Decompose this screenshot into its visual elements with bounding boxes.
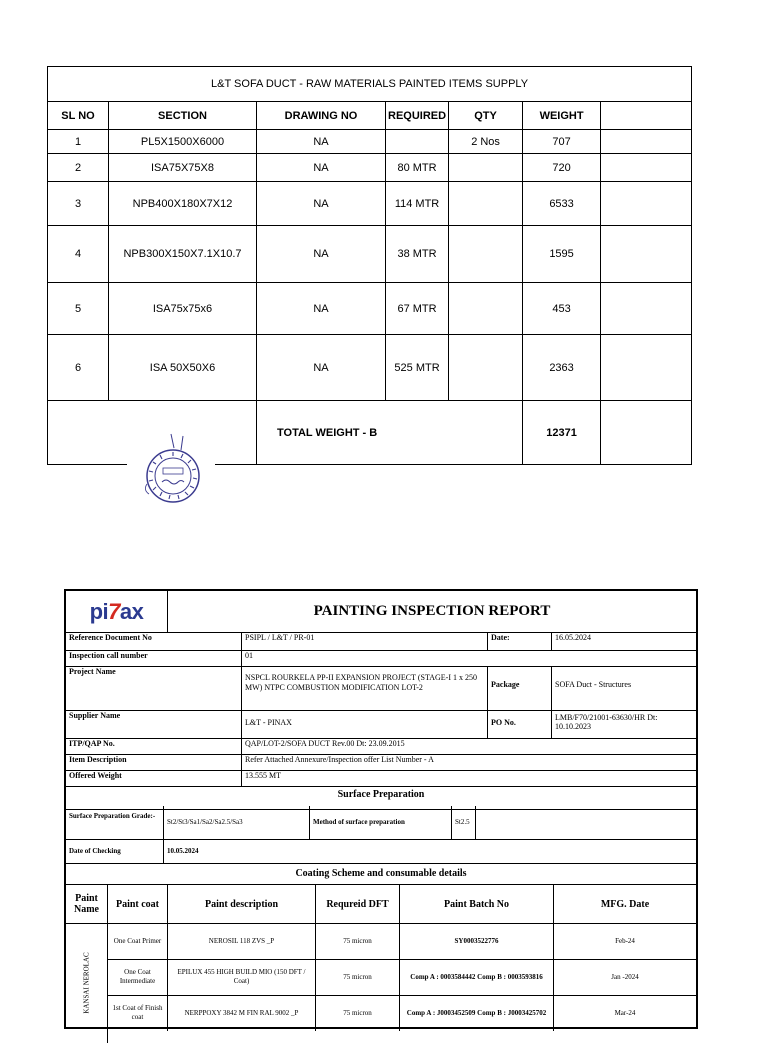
cell-blank	[601, 154, 692, 182]
item-description-value: Refer Attached Annexure/Inspection offer List Number - A	[245, 755, 434, 764]
offered-weight-label: Offered Weight	[66, 770, 242, 786]
row-project	[66, 666, 696, 711]
supply-table	[47, 66, 692, 465]
table-row	[48, 154, 692, 182]
row-date-checking	[66, 839, 696, 864]
total-weight-label: TOTAL WEIGHT - B	[257, 401, 523, 465]
col-header-weight: WEIGHT	[523, 102, 601, 130]
cell-coat: One Coat Intermediate	[108, 959, 168, 995]
cell-qty	[449, 226, 523, 283]
row-surface-grade	[66, 806, 696, 840]
cell-required: 525 MTR	[386, 335, 449, 401]
surface-grade-value: St2/St3/Sa1/Sa2/Sa2.5/Sa3	[164, 806, 310, 839]
coating-scheme-title: Coating Scheme and consumable details	[66, 863, 696, 885]
cell-drawing: NA	[257, 335, 386, 401]
table-row	[48, 182, 692, 226]
table-row	[48, 283, 692, 335]
cell-dft: 75 micron	[316, 995, 400, 1031]
row-inspection-call	[66, 650, 696, 667]
cell-required: 80 MTR	[386, 154, 449, 182]
cell-coat: One Coat Primer	[108, 923, 168, 959]
cell-sl: 6	[48, 335, 109, 401]
cell-batch: SY0003522776	[400, 923, 554, 959]
table-row	[48, 335, 692, 401]
cell-section: ISA75x75x6	[109, 283, 257, 335]
seal-image	[127, 424, 215, 516]
coating-header-row	[66, 885, 696, 924]
col-header-sl: SL NO	[48, 102, 109, 130]
cell-batch: Comp A : 0003584442 Comp B : 0003593816	[400, 959, 554, 995]
cell-required	[386, 130, 449, 154]
report-header	[66, 591, 696, 633]
cell-qty	[449, 335, 523, 401]
supply-table-header	[48, 102, 692, 130]
col-header-section: SECTION	[109, 102, 257, 130]
table-row	[48, 130, 692, 154]
pinax-logo: pi7ax	[66, 591, 168, 632]
po-label: PO No.	[488, 710, 552, 738]
cell-blank	[601, 283, 692, 335]
itp-label: ITP/QAP No.	[66, 738, 242, 754]
cell-drawing: NA	[257, 182, 386, 226]
cell-required: 67 MTR	[386, 283, 449, 335]
cell-blank	[601, 401, 692, 465]
package-label: Package	[488, 666, 552, 710]
reference-value: PSIPL / L&T / PR-01	[242, 632, 488, 650]
po-value: LMB/F70/21001-63630/HR Dt: 10.10.2023	[555, 713, 658, 731]
itp-value: QAP/LOT-2/SOFA DUCT Rev.00 Dt: 23.09.2015	[245, 739, 405, 748]
inspection-call-label: Inspection call number	[66, 650, 242, 666]
coating-row	[108, 923, 696, 960]
cell-weight: 453	[523, 283, 601, 335]
row-reference	[66, 632, 696, 651]
cell-description: NERPPOXY 3842 M FIN RAL 9002 _P	[168, 995, 316, 1031]
coating-row	[108, 995, 696, 1031]
cell-description: EPILUX 455 HIGH BUILD MIO (150 DFT / Coat)	[168, 959, 316, 995]
cell-sl: 3	[48, 182, 109, 226]
col-header-blank	[601, 102, 692, 130]
supply-table-title: L&T SOFA DUCT - RAW MATERIALS PAINTED ITEMS SUPPLY	[48, 67, 692, 102]
supplier-value: L&T - PINAX	[242, 710, 488, 738]
cell-weight: 6533	[523, 182, 601, 226]
cell-description: NEROSIL 118 ZVS _P	[168, 923, 316, 959]
col-header-batch: Paint Batch No	[400, 885, 554, 923]
col-header-mfg-date: MFG. Date	[600, 898, 650, 910]
cell-drawing: NA	[257, 130, 386, 154]
col-header-dft: Requreid DFT	[316, 885, 400, 923]
project-value: NSPCL ROURKELA PP-II EXPANSION PROJECT (STAGE-I 1 x 250 MW) NTPC COMBUSTION MODIFICATION LOT-2	[242, 666, 488, 710]
cell-required: 38 MTR	[386, 226, 449, 283]
method-label: Method of surface preparation	[310, 806, 452, 839]
cell-blank	[601, 335, 692, 401]
cell-required: 114 MTR	[386, 182, 449, 226]
cell-blank	[601, 130, 692, 154]
col-header-required: REQUIRED	[386, 102, 449, 130]
cell-section: ISA75X75X8	[109, 154, 257, 182]
cell-weight: 2363	[523, 335, 601, 401]
offered-weight-value: 13.555 MT	[245, 771, 281, 780]
cell-batch: Comp A : J0003452509 Comp B : J0003425702	[400, 995, 554, 1031]
col-header-paint-coat: Paint coat	[108, 885, 168, 923]
paint-name-value: KANSAI NEROLAC	[82, 952, 91, 1014]
cell-blank	[601, 226, 692, 283]
cell-qty	[449, 182, 523, 226]
col-header-qty: QTY	[449, 102, 523, 130]
cell-blank	[601, 182, 692, 226]
cell-dft: 75 micron	[316, 923, 400, 959]
row-itp	[66, 738, 696, 755]
cell-sl: 4	[48, 226, 109, 283]
cell-qty	[449, 154, 523, 182]
painting-inspection-report	[64, 589, 698, 1029]
cell-mfg-date: Jan -2024	[611, 972, 639, 981]
date-value: 16.05.2024	[555, 633, 591, 642]
cell-sl: 5	[48, 283, 109, 335]
row-offered-weight	[66, 770, 696, 787]
method-value: St2.5	[452, 806, 476, 839]
row-supplier	[66, 710, 696, 739]
row-item-description	[66, 754, 696, 771]
inspection-call-value: 01	[245, 651, 253, 660]
company-stamp	[127, 424, 215, 516]
cell-mfg-date: Feb-24	[615, 936, 635, 945]
table-row	[48, 226, 692, 283]
surface-grade-label: Surface Preparation Grade:-	[66, 806, 164, 839]
col-header-drawing: DRAWING NO	[257, 102, 386, 130]
project-label: Project Name	[66, 666, 242, 710]
col-header-paint-description: Paint description	[168, 885, 316, 923]
cell-weight: 1595	[523, 226, 601, 283]
item-description-label: Item Description	[66, 754, 242, 770]
cell-drawing: NA	[257, 226, 386, 283]
cell-sl: 2	[48, 154, 109, 182]
cell-coat: 1st Coat of Finish coat	[108, 995, 168, 1031]
cell-drawing: NA	[257, 154, 386, 182]
cell-mfg-date: Mar-24	[614, 1008, 636, 1017]
package-value: SOFA Duct - Structures	[555, 680, 632, 689]
total-weight-value: 12371	[523, 401, 601, 465]
report-title: PAINTING INSPECTION REPORT	[313, 603, 551, 619]
cell-section: NPB400X180X7X12	[109, 182, 257, 226]
cell-qty	[449, 283, 523, 335]
supplier-label: Supplier Name	[66, 710, 242, 738]
col-header-paint-name: Paint Name	[66, 885, 108, 923]
date-checking-value: 10.05.2024	[167, 847, 199, 855]
cell-weight: 707	[523, 130, 601, 154]
surface-preparation-title: Surface Preparation	[66, 786, 696, 810]
cell-section: PL5X1500X6000	[109, 130, 257, 154]
cell-dft: 75 micron	[316, 959, 400, 995]
cell-drawing: NA	[257, 283, 386, 335]
cell-weight: 720	[523, 154, 601, 182]
date-label: Date:	[488, 632, 552, 650]
paint-name-cell	[66, 923, 108, 1043]
cell-sl: 1	[48, 130, 109, 154]
cell-section: NPB300X150X7.1X10.7	[109, 226, 257, 283]
coating-row	[108, 959, 696, 996]
cell-section: ISA 50X50X6	[109, 335, 257, 401]
cell-qty: 2 Nos	[449, 130, 523, 154]
reference-label: Reference Document No	[66, 632, 242, 650]
date-checking-label: Date of Checking	[66, 839, 164, 863]
